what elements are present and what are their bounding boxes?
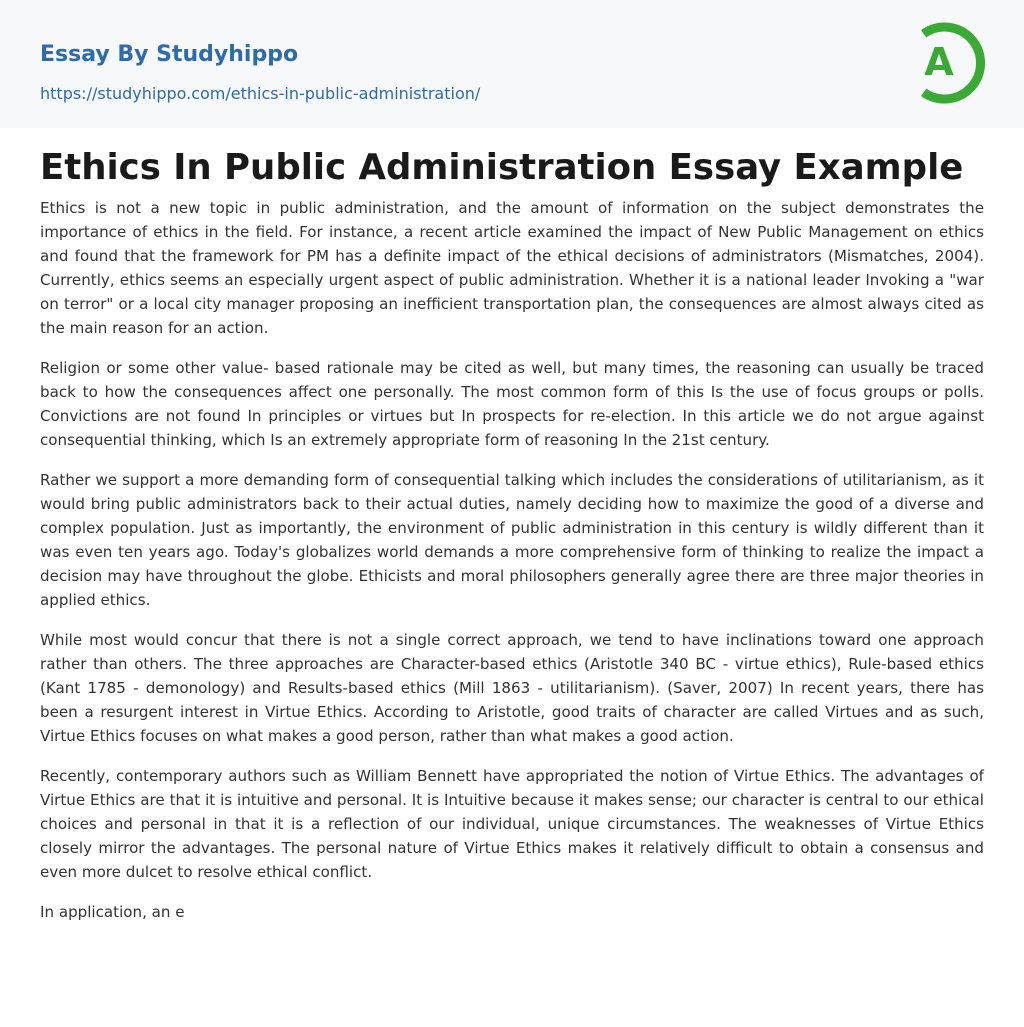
logo-letter: A: [924, 40, 954, 84]
essay-paragraph-5: Recently, contemporary authors such as William Bennett have appropriated the notion of Virtue Ethics. The advantages of Virtue Ethics are that it is intuitive and personal. It is Intuitive because it makes sense; our character is central to our ethical choices and personal in that it is a reflection of our individual, unique circumstances. The weaknesses of Virtue Ethics closely mirror the advantages. The personal nature of Virtue Ethics makes it relatively difficult to obtain a consensus and even more dulcet to resolve ethical conflict.: [40, 767, 984, 881]
essay-paragraph-1: Ethics is not a new topic in public administration, and the amount of information on the subject demonstrates the importance of ethics in the field. For instance, a recent article examined the impact of New Public Management on ethics and found that the framework for PM has a definite impact of the ethical decisions of administrators (Mismatches, 2004). Currently, ethics seems an especially urgent aspect of public administration. Whether it is a national leader Invoking a "war on terror" or a local city manager proposing an inefficient transportation plan, the consequences are almost always cited as the main reason for an action.: [40, 199, 984, 337]
page-title: Ethics In Public Administration Essay Example: [40, 147, 964, 188]
site-header: [0, 0, 1024, 128]
studyhippo-logo-icon[interactable]: [908, 18, 990, 108]
essay-paragraph-3: Rather we support a more demanding form of consequential talking which includes the considerations of utilitarianism, as it would bring public administrators back to their actual duties, namely deciding how to maximize the good of a diverse and complex population. Just as importantly, the environment of public administration in this century is wildly different than it was even ten years ago. Today's globalizes world demands a more comprehensive form of thinking to realize the impact a decision may have throughout the globe. Ethicists and moral philosophers generally agree there are three major theories in applied ethics.: [40, 471, 984, 609]
essay-paragraph-2: Religion or some other value- based rationale may be cited as well, but many times, the reasoning can usually be traced back to how the consequences affect one personally. The most common form of this Is the use of focus groups or polls. Convictions are not found In principles or virtues but In prospects for re-election. In this article we do not argue against consequential thinking, which Is an extremely appropriate form of reasoning In the 21st century.: [40, 359, 984, 449]
brand-title[interactable]: Essay By Studyhippo: [40, 42, 299, 67]
essay-content: [40, 140, 984, 940]
essay-paragraph-4: While most would concur that there is not a single correct approach, we tend to have inclinations toward one approach rather than others. The three approaches are Character-based ethics (Aristotle 340 BC - virtue ethics), Rule-based ethics (Kant 1785 - demonology) and Results-based ethics (Mill 1863 - utilitarianism). (Saver, 2007) In recent years, there has been a resurgent interest in Virtue Ethics. According to Aristotle, good traits of character are called Virtues and as such, Virtue Ethics focuses on what makes a good person, rather than what makes a good action.: [40, 631, 984, 745]
essay-paragraph-6: In application, an e: [40, 903, 185, 921]
page-url-link[interactable]: https://studyhippo.com/ethics-in-public-administration/: [40, 84, 481, 103]
